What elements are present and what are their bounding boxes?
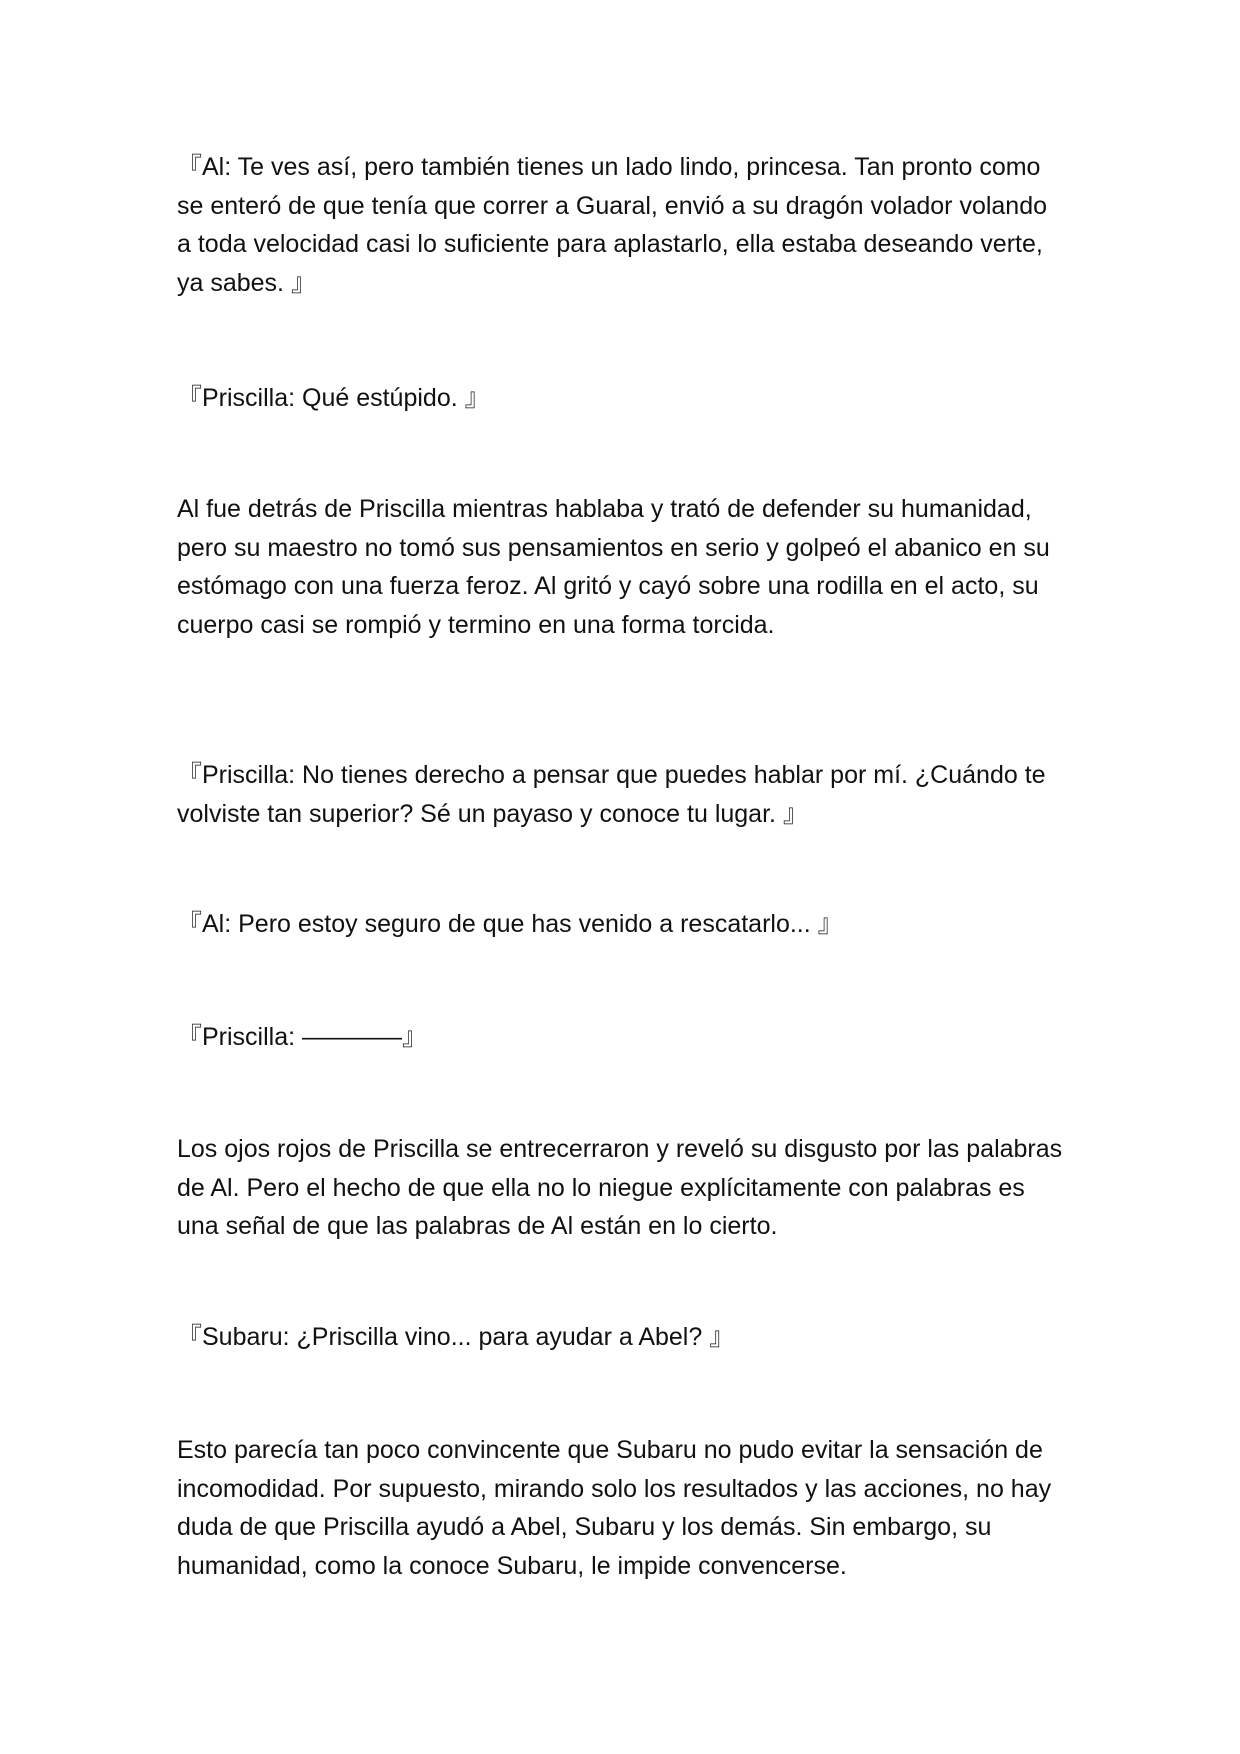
dialogue-al-1: 『Al: Te ves así, pero también tienes un lado lindo, princesa. Tan pronto como se enteró de que tenía que correr a Guaral, envió a su dragón volador volando a toda velocidad casi lo suficiente para aplastarlo, ella estaba deseando verte, ya sabes. 』 (177, 153, 1048, 297)
dialogue-al-2: 『Al: Pero estoy seguro de que has venido a rescatarlo... 』 (177, 910, 843, 938)
dialogue-priscilla-2: 『Priscilla: No tienes derecho a pensar que puedes hablar por mí. ¿Cuándo te volviste tan superior? Sé un payaso y conoce tu lugar. 』 (177, 761, 1046, 828)
narration-paragraph-1: Al fue detrás de Priscilla mientras hablaba y trató de defender su humanidad, pero su maestro no tomó sus pensamientos en serio y golpeó el abanico en su estómago con una fuerza feroz. Al gritó y cayó sobre una rodilla en el acto, su cuerpo casi se rompió y termino en una forma torcida. (177, 495, 1050, 639)
dialogue-priscilla-1: 『Priscilla: Qué estúpido. 』 (177, 384, 490, 412)
narration-paragraph-3: Esto parecía tan poco convincente que Subaru no pudo evitar la sensación de incomodidad. Por supuesto, mirando solo los resultados y las acciones, no hay duda de que Priscilla ayudó a Abel, Subaru y los demás. Sin embargo, su humanidad, como la conoce Subaru, le impide convencerse. (177, 1436, 1052, 1580)
dialogue-priscilla-3: 『Priscilla: ————』 (177, 1023, 428, 1051)
dialogue-subaru-1: 『Subaru: ¿Priscilla vino... para ayudar a Abel? 』 (177, 1323, 735, 1351)
narration-paragraph-2: Los ojos rojos de Priscilla se entrecerraron y reveló su disgusto por las palabras de Al. Pero el hecho de que ella no lo niegue explícitamente con palabras es una señal de que las palabras de Al están en lo cierto. (177, 1135, 1063, 1240)
